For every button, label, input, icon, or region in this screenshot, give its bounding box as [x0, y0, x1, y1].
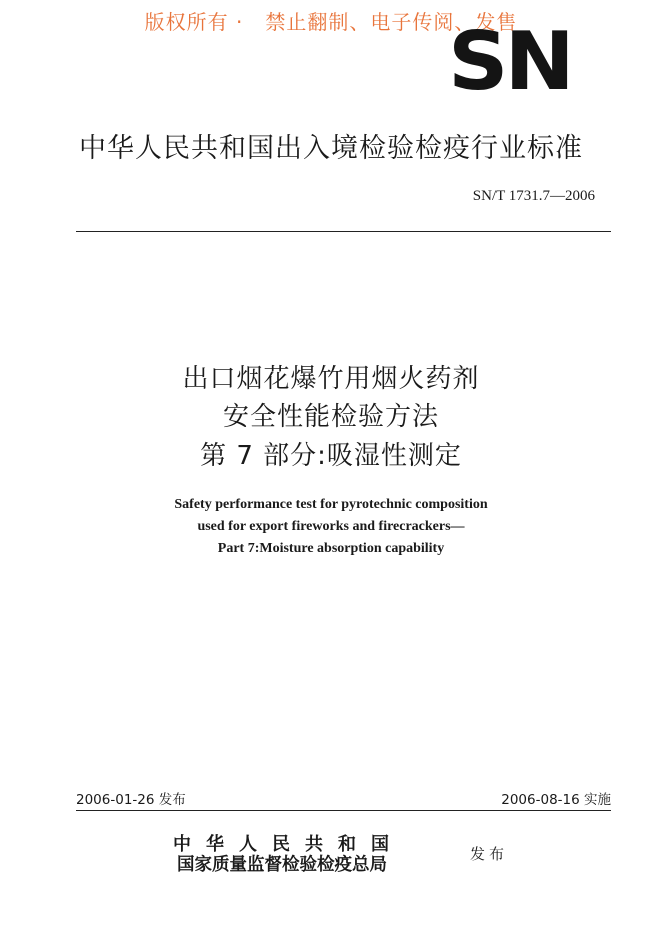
footer-divider: [76, 810, 611, 811]
english-title-line-2: used for export fireworks and firecrackers—: [197, 519, 465, 534]
sn-logo: SN: [448, 14, 571, 108]
publish-label: 发布: [470, 845, 509, 863]
standard-number: SN/T 1731.7—2006: [472, 188, 595, 204]
issuer-line-2: 国家质量监督检验检疫总局: [177, 855, 387, 875]
issuing-authority-heading: 中华人民共和国出入境检验检疫行业标准: [79, 133, 583, 164]
header-divider: [76, 231, 611, 232]
watermark-text: 版权所有 · 禁止翻制、电子传阅、发售: [144, 10, 518, 34]
implementation-date: 2006-08-16 实施: [501, 792, 611, 808]
chinese-title-line-1: 出口烟花爆竹用烟火药剂: [182, 364, 480, 394]
issuer-line-1: 中华人民共和国: [173, 834, 404, 855]
issue-date: 2006-01-26 发布: [76, 792, 186, 808]
english-title-line-3: Part 7:Moisture absorption capability: [217, 541, 445, 556]
chinese-title-line-3: 第 7 部分:吸湿性测定: [200, 441, 462, 471]
chinese-title-line-2: 安全性能检验方法: [222, 402, 439, 432]
english-title-line-1: Safety performance test for pyrotechnic composition: [174, 497, 488, 512]
